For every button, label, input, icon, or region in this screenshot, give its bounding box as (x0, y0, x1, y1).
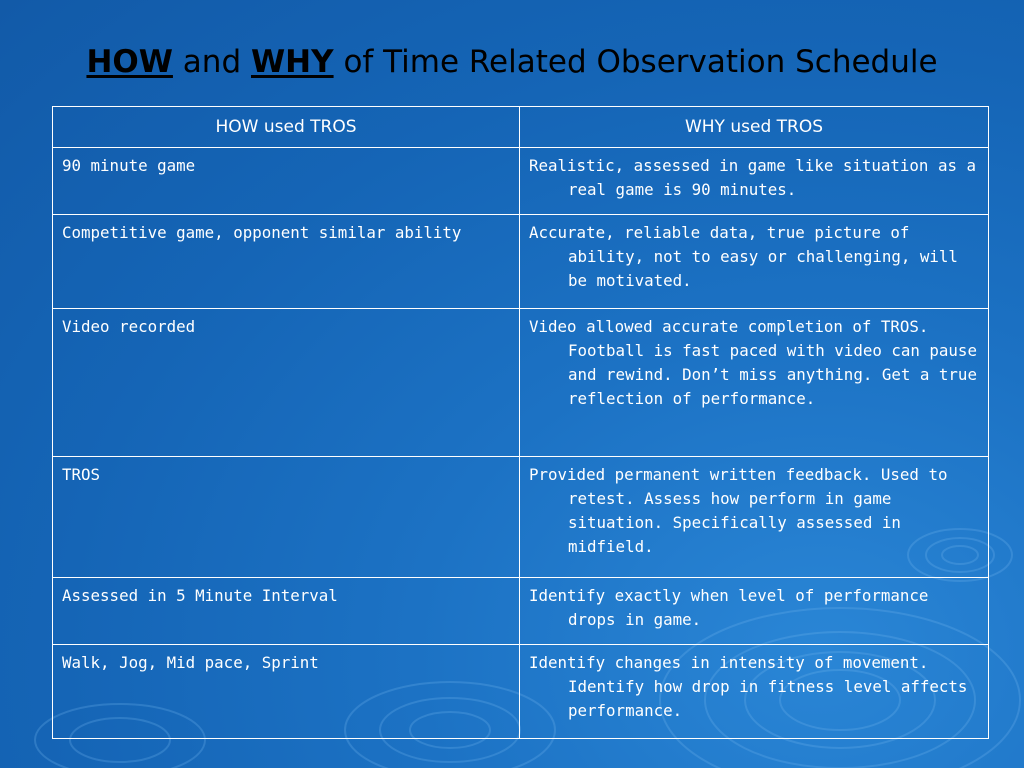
tros-table (52, 106, 989, 739)
why-text: Provided permanent written feedback. Used to retest. Assess how perform in game situation. Specifically assessed in midfield. (529, 465, 948, 556)
why-cell (520, 457, 989, 578)
why-cell (520, 215, 989, 309)
table-row (53, 148, 989, 215)
why-text: Video allowed accurate completion of TROS. Football is fast paced with video can pause and rewind. Don’t miss anything. Get a true reflection of performance. (529, 317, 977, 408)
why-text: Identify changes in intensity of movement. Identify how drop in fitness level affects performance. (529, 653, 968, 720)
table-row (53, 457, 989, 578)
how-cell: 90 minute game (53, 148, 520, 215)
slide-title (0, 38, 1024, 86)
title-and: and (182, 44, 242, 80)
table-header-row (53, 107, 989, 148)
table-row (53, 215, 989, 309)
table-row (53, 645, 989, 739)
why-cell (520, 309, 989, 457)
table-row (53, 578, 989, 645)
how-cell: Assessed in 5 Minute Interval (53, 578, 520, 645)
how-cell: Competitive game, opponent similar ability (53, 215, 520, 309)
header-why: WHY used TROS (520, 107, 989, 148)
title-why: WHY (250, 44, 334, 80)
table-row (53, 309, 989, 457)
how-cell: Walk, Jog, Mid pace, Sprint (53, 645, 520, 739)
how-cell: Video recorded (53, 309, 520, 457)
why-text: Realistic, assessed in game like situation as a real game is 90 minutes. (529, 156, 976, 199)
title-how: HOW (86, 44, 173, 80)
header-how: HOW used TROS (53, 107, 520, 148)
why-text: Accurate, reliable data, true picture of ability, not to easy or challenging, will be motivated. (529, 223, 958, 290)
why-cell (520, 148, 989, 215)
title-rest: of Time Related Observation Schedule (343, 44, 938, 80)
how-cell: TROS (53, 457, 520, 578)
why-text: Identify exactly when level of performance drops in game. (529, 586, 929, 629)
why-cell (520, 645, 989, 739)
why-cell (520, 578, 989, 645)
